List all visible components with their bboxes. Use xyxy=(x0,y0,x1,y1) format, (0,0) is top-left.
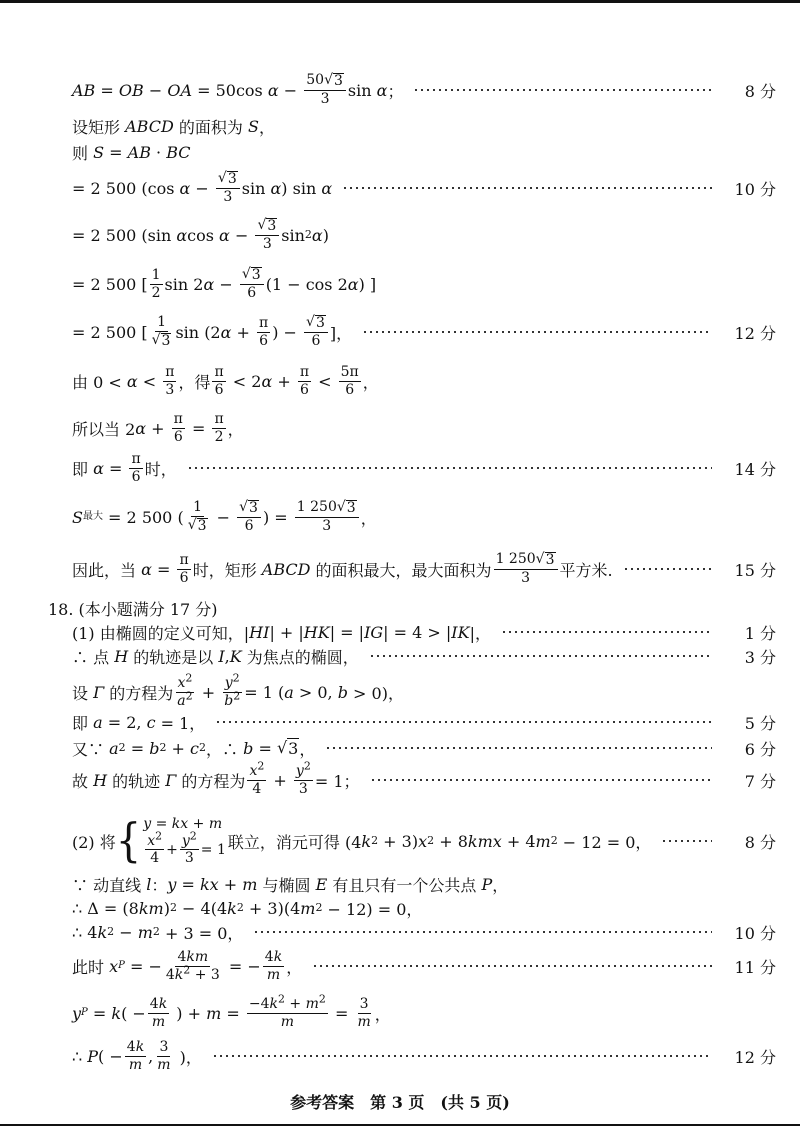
score: 6 分 xyxy=(744,739,776,759)
score: 14 分 xyxy=(734,459,776,479)
math-expression: S 最大 = 2 500 ( 1 √ 3 − √ 3 6 ) = 1 250√ 3 3 ， xyxy=(72,499,377,534)
dot-leader xyxy=(369,655,712,657)
score: 12 分 xyxy=(734,323,776,343)
line-step-3 xyxy=(0,636,800,676)
score: 5 分 xyxy=(744,713,776,733)
dot-leader xyxy=(370,779,712,781)
score: 11 分 xyxy=(734,957,776,977)
math-expression: 所以当 2 α + $\frac{\pi}{6}$ = $\frac{\pi}{2}$ ， xyxy=(72,410,244,445)
score: 7 分 xyxy=(744,771,776,791)
math-expression: 又∵ a 2 = b 2 + c 2 ，∴ b = √ 3 ， xyxy=(72,738,316,759)
math-expression: 故 H 的轨迹 Γ 的方程为 $\frac{x^2}{4}$ + $\frac{y^2}{3}$ = 1； xyxy=(72,759,360,797)
math-expression: (2) 将 { y = kx + m $\frac{x^2}{4}$ + $\frac{y^2}{3}$ = 1 联立，消元可得 (4 k 2 + 3) x 2 + 8 kmx + 4 m 2 − 12 = 0， xyxy=(72,814,652,868)
score: 1 分 xyxy=(744,623,776,643)
score: 12 分 xyxy=(734,1047,776,1067)
math-expression: 因此，当 α = $\frac{\pi}{6}$ 时，矩形 ABCD 的面积最大，最大面积为 1 250√ 3 3 平方米. xyxy=(72,551,613,586)
math-expression: ∴ Δ = (8 km ) 2 − 4(4 k 2 + 3)(4 m 2 − 12) = 0， xyxy=(72,898,423,919)
line-ab-equation xyxy=(0,70,800,110)
math-expression: ∴ P ( − $\frac{4k}{m}$ , $\frac{3}{m}$ )， xyxy=(72,1038,202,1073)
line-max-area xyxy=(0,497,800,537)
line-step-12 xyxy=(0,312,800,352)
score: 10 分 xyxy=(734,179,776,199)
line-step-10 xyxy=(0,168,800,208)
dot-leader xyxy=(362,331,712,333)
score: 8 分 xyxy=(744,81,776,101)
math-expression: (1) 由椭圆的定义可知，| HI | + | HK | = | IG | = 4 > | IK |， xyxy=(72,622,491,643)
dot-leader xyxy=(661,840,712,842)
line-step-14 xyxy=(0,448,800,488)
math-expression: 此时 x P = − $\frac{4km}{4k^2 + 3}$ = − $\frac{4k}{m}$ ， xyxy=(72,948,303,983)
top-rule xyxy=(0,0,800,3)
score: 10 分 xyxy=(734,923,776,943)
math-expression: = 2 500 [ 1 √ 3 sin (2 α + $\frac{\pi}{6}$ ) − √ 3 6 ]， xyxy=(72,314,353,349)
question-header: 18. (本小题满分 17 分) xyxy=(48,599,218,619)
dot-leader xyxy=(325,747,712,749)
math-expression: = 2 500 (sin α cos α − √ 3 3 sin 2 α ) xyxy=(72,217,329,252)
dot-leader xyxy=(342,187,712,189)
line-step-11 xyxy=(0,946,800,986)
line-range xyxy=(0,361,800,401)
dot-leader xyxy=(187,467,712,469)
bottom-rule xyxy=(0,1124,800,1126)
line-conclusion xyxy=(0,549,800,589)
math-expression: 设 Γ 的方程为 $\frac{x^2}{a^2}$ + $\frac{y^2}{b^2}$ = 1 ( a > 0, b > 0)， xyxy=(72,671,404,709)
line-step-8 xyxy=(0,814,800,868)
math-expression: 由 0 < α < $\frac{\pi}{3}$ ，得 $\frac{\pi}{6}$ < 2 α + $\frac{\pi}{6}$ < $\frac{5\pi}{6}$ ， xyxy=(72,363,379,398)
dot-leader xyxy=(212,1055,712,1057)
score: 3 分 xyxy=(744,647,776,667)
page-footer: 参考答案 第 3 页 (共 5 页) xyxy=(290,1093,510,1112)
dot-leader xyxy=(501,631,712,633)
line-step-7 xyxy=(0,760,800,800)
score: 15 分 xyxy=(734,560,776,580)
line-yp xyxy=(0,993,800,1033)
dot-leader xyxy=(312,965,712,967)
dot-leader xyxy=(253,931,712,933)
line-step-12b xyxy=(0,1036,800,1076)
math-expression: AB = OB − OA = 50cos α − 50√ 3 3 sin α ； xyxy=(72,72,404,107)
math-expression: y P = k ( − $\frac{4k}{m}$ ) + m = $\frac{-4k^2 + m^2}{m}$ = $\frac{3}{m}$ ， xyxy=(72,992,391,1030)
dot-leader xyxy=(215,721,712,723)
score: 8 分 xyxy=(744,832,776,852)
math-expression: 即 a = 2, c = 1， xyxy=(72,712,206,733)
line-s-formula xyxy=(0,132,800,172)
dot-leader xyxy=(413,89,712,91)
line-when xyxy=(0,408,800,448)
line-step-double-angle xyxy=(0,264,800,304)
math-expression: ∴ 点 H 的轨迹是以 I , K 为焦点的椭圆， xyxy=(72,646,359,667)
math-expression: ∵ 动直线 l ： y = kx + m 与椭圆 E 有且只有一个公共点 P ， xyxy=(72,874,509,895)
line-step-expand xyxy=(0,215,800,255)
math-expression: ∴ 4 k 2 − m 2 + 3 = 0， xyxy=(72,922,244,943)
math-expression: = 2 500 [ $\frac{1}{2}$ sin 2 α − √ 3 6 (1 − cos 2 α ) ] xyxy=(72,266,377,301)
text-line: 则 S = AB · BC xyxy=(72,142,191,163)
text-line: 设矩形 ABCD 的面积为 S ， xyxy=(72,116,275,137)
dot-leader xyxy=(623,568,712,570)
math-expression: = 2 500 (cos α − √ 3 3 sin α ) sin α xyxy=(72,170,333,205)
math-expression: 即 α = $\frac{\pi}{6}$ 时， xyxy=(72,450,177,485)
